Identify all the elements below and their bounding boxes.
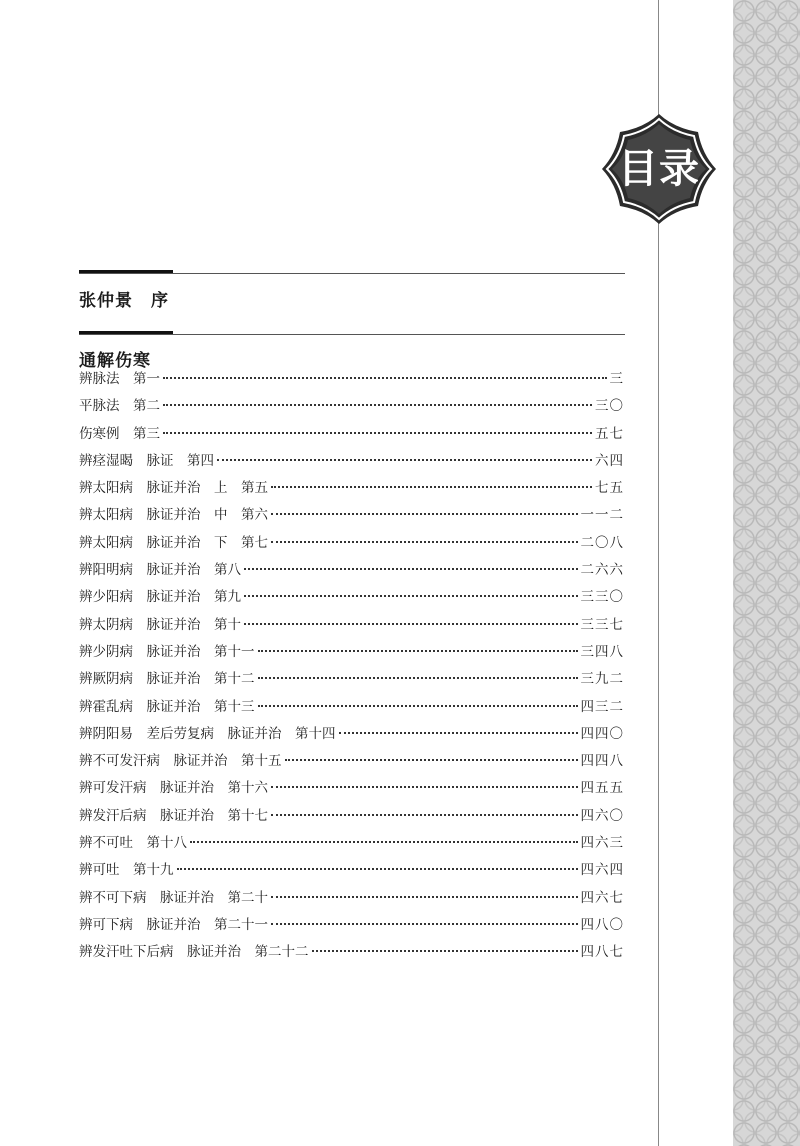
toc-entry[interactable]	[79, 858, 624, 885]
toc-entry-page: 三〇	[595, 398, 624, 415]
contents-heading: 目录	[618, 146, 700, 192]
toc-entry-title: 辨太阳病 脉证并治 中 第六	[79, 507, 268, 524]
toc-entry[interactable]	[79, 940, 624, 967]
toc-leader-dots	[339, 732, 578, 734]
toc-entry-page: 四六七	[580, 889, 624, 906]
toc-entry[interactable]	[79, 531, 624, 558]
toc-leader-dots	[190, 841, 578, 843]
toc-entry-page: 一一二	[580, 507, 624, 524]
toc-entry-title: 辨可发汗病 脉证并治 第十六	[79, 780, 268, 797]
toc-entry-page: 六四	[595, 452, 624, 469]
toc-entry[interactable]	[79, 503, 624, 530]
toc-entry[interactable]	[79, 776, 624, 803]
toc-entry[interactable]	[79, 695, 624, 722]
toc-entry[interactable]	[79, 613, 624, 640]
toc-leader-dots	[177, 868, 578, 870]
toc-entry-title: 辨少阴病 脉证并治 第十一	[79, 643, 255, 660]
toc-entry-title: 伤寒例 第三	[79, 425, 160, 442]
toc-entry-page: 七五	[595, 480, 624, 497]
toc-entry-title: 辨不可下病 脉证并治 第二十	[79, 889, 268, 906]
toc-entry-page: 二〇八	[580, 534, 624, 551]
toc-leader-dots	[258, 650, 578, 652]
toc-entry[interactable]	[79, 558, 624, 585]
toc-leader-dots	[258, 705, 578, 707]
toc-entry[interactable]	[79, 640, 624, 667]
toc-entry-page: 四六四	[580, 862, 624, 879]
toc-entry-title: 辨可下病 脉证并治 第二十一	[79, 916, 268, 933]
toc-leader-dots	[163, 404, 592, 406]
toc-entry[interactable]	[79, 804, 624, 831]
toc-leader-dots	[271, 513, 578, 515]
toc-entry-title: 辨太阳病 脉证并治 下 第七	[79, 534, 268, 551]
toc-leader-dots	[285, 759, 578, 761]
toc-leader-dots	[258, 677, 578, 679]
toc-leader-dots	[163, 377, 607, 379]
toc-entry-title: 辨发汗吐下后病 脉证并治 第二十二	[79, 944, 309, 961]
toc-entry[interactable]	[79, 886, 624, 913]
toc-entry[interactable]	[79, 422, 624, 449]
section-rule	[79, 334, 625, 335]
toc-leader-dots	[244, 595, 578, 597]
toc-entry-title: 辨霍乱病 脉证并治 第十三	[79, 698, 255, 715]
toc-entry-title: 辨不可发汗病 脉证并治 第十五	[79, 753, 282, 770]
toc-entry-title: 辨脉法 第一	[79, 371, 160, 387]
toc-leader-dots	[271, 814, 578, 816]
toc-leader-dots	[271, 541, 578, 543]
toc-leader-dots	[271, 486, 592, 488]
toc-entry[interactable]	[79, 831, 624, 858]
toc-list	[79, 367, 624, 968]
toc-entry-page: 四五五	[580, 780, 624, 797]
toc-entry[interactable]	[79, 394, 624, 421]
toc-entry-title: 辨太阳病 脉证并治 上 第五	[79, 480, 268, 497]
toc-entry[interactable]	[79, 749, 624, 776]
toc-leader-dots	[244, 623, 578, 625]
toc-entry-title: 辨阳明病 脉证并治 第八	[79, 562, 241, 579]
toc-entry-page: 四三二	[580, 698, 624, 715]
preface-heading: 张仲景 序	[79, 291, 169, 311]
toc-entry-page: 四六〇	[580, 807, 624, 824]
toc-leader-dots	[163, 432, 592, 434]
toc-entry-page: 四八七	[580, 944, 624, 961]
toc-entry-page: 二六六	[580, 562, 624, 579]
toc-entry[interactable]	[79, 667, 624, 694]
toc-entry[interactable]	[79, 722, 624, 749]
toc-entry-title: 辨厥阴病 脉证并治 第十二	[79, 671, 255, 688]
toc-leader-dots	[271, 923, 578, 925]
toc-entry-page: 五七	[595, 425, 624, 442]
toc-entry-page: 四六三	[580, 835, 624, 852]
toc-entry[interactable]	[79, 585, 624, 612]
preface-rule	[79, 273, 625, 274]
toc-leader-dots	[244, 568, 578, 570]
toc-entry-page: 三九二	[580, 671, 624, 688]
toc-leader-dots	[312, 950, 578, 952]
toc-entry-title: 辨可吐 第十九	[79, 862, 174, 879]
toc-entry-title: 辨阴阳易 差后劳复病 脉证并治 第十四	[79, 725, 336, 742]
toc-entry-page: 三三〇	[580, 589, 624, 606]
toc-entry[interactable]	[79, 913, 624, 940]
section-heading: 通解伤寒	[79, 351, 151, 371]
decorative-side-pattern	[733, 0, 800, 1146]
toc-leader-dots	[271, 786, 578, 788]
toc-leader-dots	[217, 459, 592, 461]
toc-entry-title: 辨不可吐 第十八	[79, 835, 187, 852]
toc-entry[interactable]	[79, 449, 624, 476]
toc-entry-title: 辨发汗后病 脉证并治 第十七	[79, 807, 268, 824]
toc-entry-title: 辨太阴病 脉证并治 第十	[79, 616, 241, 633]
toc-entry-page: 四八〇	[580, 916, 624, 933]
toc-entry-title: 平脉法 第二	[79, 398, 160, 415]
toc-entry-page: 四四〇	[580, 725, 624, 742]
toc-entry-page: 三	[609, 371, 624, 387]
contents-badge	[598, 110, 720, 228]
toc-entry[interactable]	[79, 367, 624, 394]
toc-entry[interactable]	[79, 476, 624, 503]
toc-entry-page: 四四八	[580, 753, 624, 770]
toc-entry-page: 三四八	[580, 643, 624, 660]
toc-entry-title: 辨少阳病 脉证并治 第九	[79, 589, 241, 606]
toc-entry-title: 辨痉湿暍 脉证 第四	[79, 452, 214, 469]
toc-leader-dots	[271, 896, 578, 898]
toc-entry-page: 三三七	[580, 616, 624, 633]
